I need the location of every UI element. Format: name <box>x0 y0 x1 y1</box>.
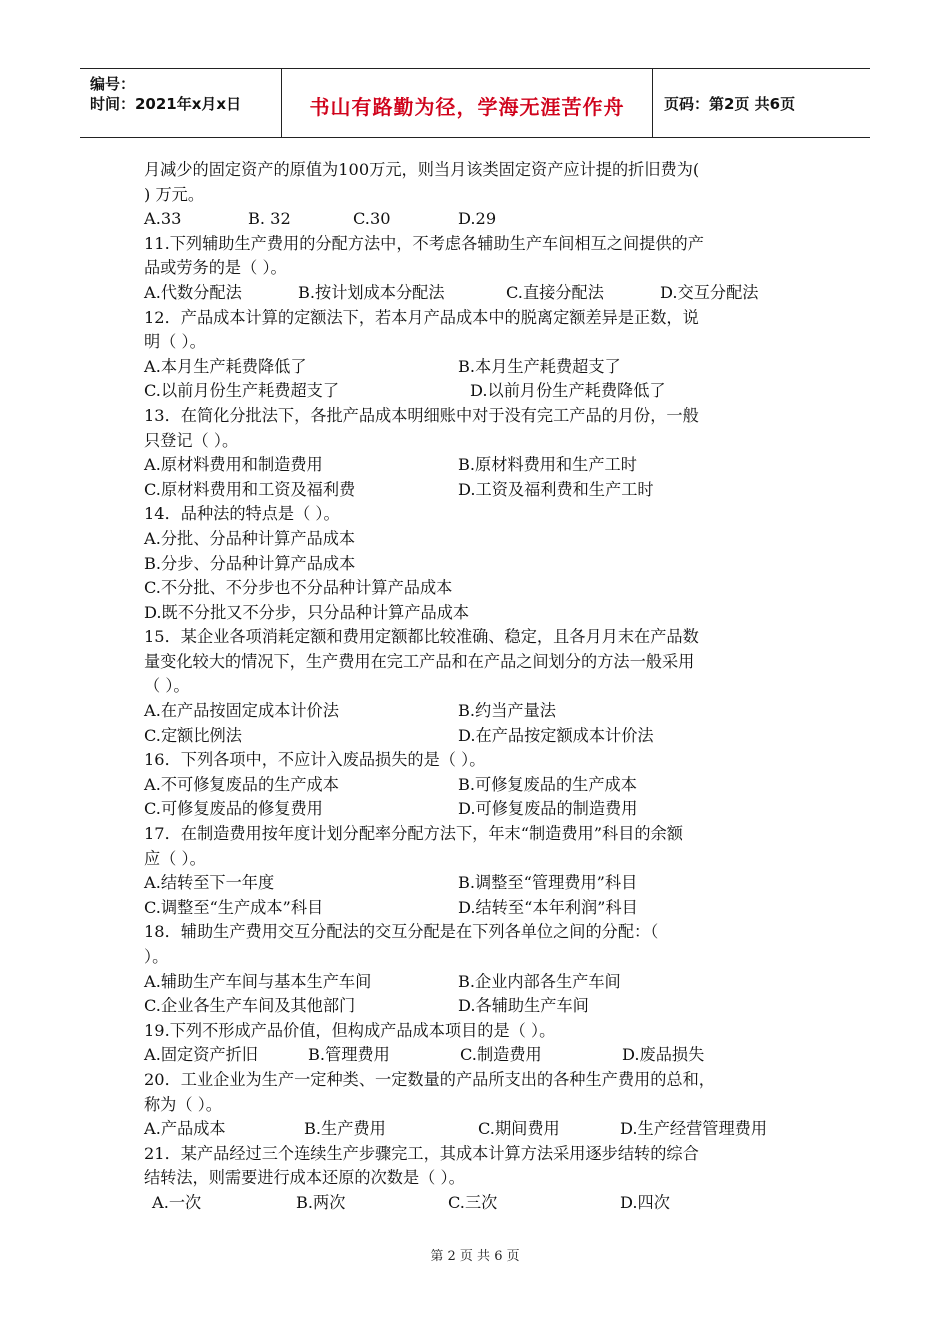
question-text: 17．在制造费用按年度计划分配率分配方法下，年末“制造费用”科目的余额 <box>144 824 683 844</box>
option-row <box>144 207 814 232</box>
option: C.30 <box>353 209 391 229</box>
option: C.期间费用 <box>478 1119 560 1139</box>
option: A.原材料费用和制造费用 <box>144 455 323 475</box>
option: C.可修复废品的修复费用 <box>144 799 323 819</box>
option-row <box>144 453 814 478</box>
question-list <box>144 158 814 1216</box>
option: C.以前月份生产耗费超支了 <box>144 381 340 401</box>
option-row <box>144 724 814 749</box>
question-text: ) 万元。 <box>144 184 205 204</box>
option: B.按计划成本分配法 <box>298 282 445 302</box>
option: A.在产品按固定成本计价法 <box>144 701 339 721</box>
option: D.各辅助生产车间 <box>458 996 589 1016</box>
question-text: （ ）。 <box>144 676 190 696</box>
question-text: 应（ ）。 <box>144 848 206 868</box>
option-row <box>144 994 814 1019</box>
question-text: ）。 <box>144 947 169 966</box>
option: A.本月生产耗费降低了 <box>144 356 307 376</box>
option: A.辅助生产车间与基本生产车间 <box>144 971 372 991</box>
option-row <box>144 281 814 306</box>
option: D.在产品按定额成本计价法 <box>458 725 654 745</box>
option: B.企业内部各生产车间 <box>458 971 621 991</box>
question-text: 11.下列辅助生产费用的分配方法中，不考虑各辅助生产车间相互之间提供的产 <box>144 233 704 253</box>
question-text: 品或劳务的是（ ）。 <box>144 258 287 278</box>
option: B.调整至“管理费用”科目 <box>458 873 638 893</box>
option: D.交互分配法 <box>660 282 759 302</box>
option: D.工资及福利费和生产工时 <box>458 479 654 499</box>
option: C.定额比例法 <box>144 725 242 745</box>
option: B.原材料费用和生产工时 <box>458 455 637 475</box>
option-row <box>144 1117 814 1142</box>
option: B.管理费用 <box>308 1045 390 1065</box>
option-row <box>144 797 814 822</box>
option: C.原材料费用和工资及福利费 <box>144 479 356 499</box>
option: C.调整至“生产成本”科目 <box>144 897 324 917</box>
question-text: 20．工业企业为生产一定种类、一定数量的产品所支出的各种生产费用的总和， <box>144 1069 715 1089</box>
option-row <box>144 478 814 503</box>
option: D.既不分批又不分步，只分品种计算产品成本 <box>144 602 470 622</box>
option: C.不分批、不分步也不分品种计算产品成本 <box>144 578 453 598</box>
option-row <box>144 379 814 404</box>
option: D.29 <box>458 209 497 229</box>
option: D.生产经营管理费用 <box>620 1119 768 1139</box>
option-row <box>144 355 814 380</box>
header-page-info: 页码：第2页 共6页 <box>664 95 796 113</box>
option: A.产品成本 <box>144 1119 226 1139</box>
question-text: 18．辅助生产费用交互分配法的交互分配是在下列各单位之间的分配：（ <box>144 922 659 942</box>
option: B. 32 <box>248 209 291 229</box>
question-text: 21．某产品经过三个连续生产步骤完工，其成本计算方法采用逐步结转的综合 <box>144 1143 699 1163</box>
option: D.废品损失 <box>622 1045 705 1065</box>
option: A.固定资产折旧 <box>144 1045 258 1065</box>
header-table <box>80 68 870 138</box>
option: B.本月生产耗费超支了 <box>458 356 621 376</box>
option: D.结转至“本年利润”科目 <box>458 897 638 917</box>
option: C.三次 <box>448 1192 498 1212</box>
option-row <box>144 970 814 995</box>
option: D.可修复废品的制造费用 <box>458 799 638 819</box>
option: D.四次 <box>620 1192 670 1212</box>
option: A.一次 <box>152 1192 202 1212</box>
question-text: 结转法，则需要进行成本还原的次数是（ ）。 <box>144 1168 465 1188</box>
option: A.代数分配法 <box>144 282 242 302</box>
option-row <box>144 1191 814 1216</box>
option-row <box>144 773 814 798</box>
option-row <box>144 1043 814 1068</box>
page-footer: 第 2 页 共 6 页 <box>430 1249 520 1264</box>
option: A.分批、分品种计算产品成本 <box>144 528 356 548</box>
option: C.企业各生产车间及其他部门 <box>144 996 356 1016</box>
option-row <box>144 871 814 896</box>
option: B.约当产量法 <box>458 701 556 721</box>
question-text: 12．产品成本计算的定额法下，若本月产品成本中的脱离定额差异是正数，说 <box>144 307 699 327</box>
option: C.制造费用 <box>460 1045 542 1065</box>
document-date: 时间：2021年x月x日 <box>90 95 242 113</box>
option-row <box>144 699 814 724</box>
option: A.33 <box>144 209 182 229</box>
motto: 书山有路勤为径，学海无涯苦作舟 <box>309 95 625 119</box>
question-text: 14．品种法的特点是（ ）。 <box>144 504 340 524</box>
option: A.不可修复废品的生产成本 <box>144 774 339 794</box>
question-text: 只登记（ ）。 <box>144 430 239 450</box>
option: D.以前月份生产耗费降低了 <box>470 381 666 401</box>
question-text: 16．下列各项中，不应计入废品损失的是（ ）。 <box>144 750 486 770</box>
option: B.可修复废品的生产成本 <box>458 774 637 794</box>
option: B.两次 <box>296 1192 346 1212</box>
option: A.结转至下一年度 <box>144 873 275 893</box>
question-text: 月减少的固定资产的原值为100万元，则当月该类固定资产应计提的折旧费为( <box>144 160 700 179</box>
header-page-cell <box>652 69 870 137</box>
option-row <box>144 896 814 921</box>
question-text: 明（ ）。 <box>144 332 206 352</box>
option: B.生产费用 <box>304 1119 386 1139</box>
question-text: 量变化较大的情况下，生产费用在完工产品和在产品之间划分的方法一般采用 <box>144 651 695 671</box>
option: C.直接分配法 <box>506 282 604 302</box>
option: B.分步、分品种计算产品成本 <box>144 553 356 573</box>
document-number-label: 编号： <box>90 75 136 93</box>
question-text: 称为（ ）。 <box>144 1094 222 1114</box>
question-text: 13．在简化分批法下，各批产品成本明细账中对于没有完工产品的月份，一般 <box>144 405 699 425</box>
header-left-cell <box>80 69 280 137</box>
question-text: 15．某企业各项消耗定额和费用定额都比较准确、稳定，且各月月末在产品数 <box>144 627 699 647</box>
question-text: 19.下列不形成产品价值，但构成产品成本项目的是（ ）。 <box>144 1020 556 1040</box>
header-motto-cell <box>281 69 653 137</box>
